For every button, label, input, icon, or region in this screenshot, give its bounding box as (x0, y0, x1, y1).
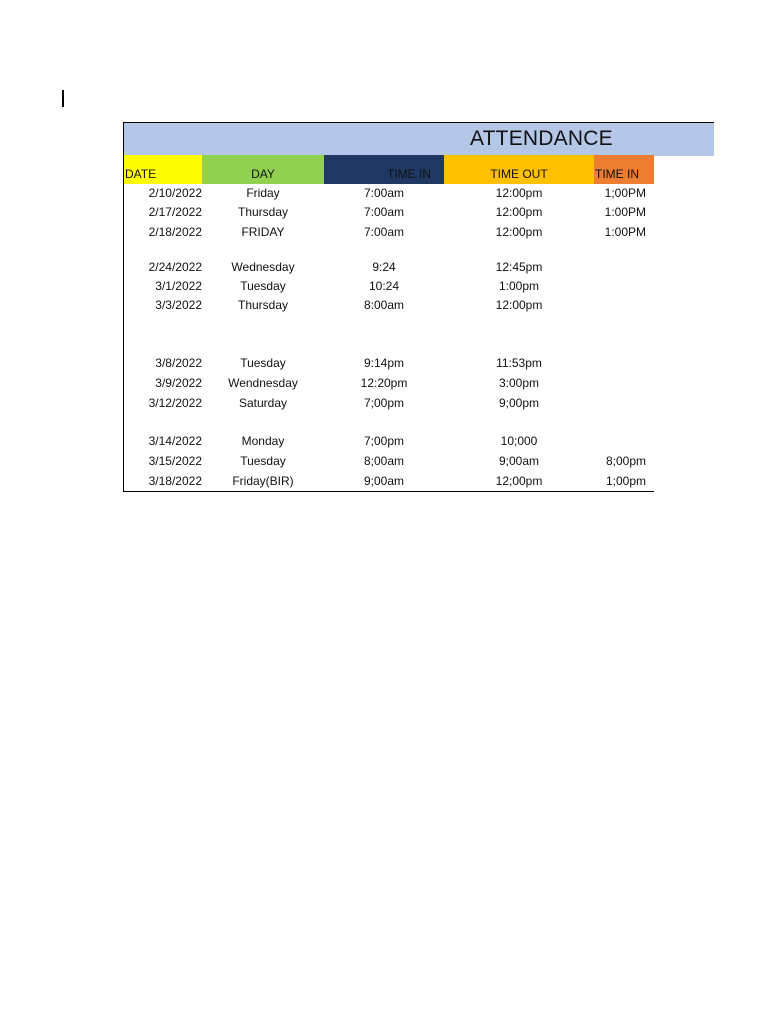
cell-date[interactable]: 3/12/2022 (148, 396, 202, 410)
cell-time-out[interactable]: 10;000 (500, 434, 538, 448)
cell-date[interactable]: 3/18/2022 (148, 474, 202, 488)
cell-time-out[interactable]: 12:00pm (495, 205, 543, 219)
cell-time-in[interactable]: 8;00am (363, 454, 405, 468)
table-row (124, 296, 654, 314)
cell-date[interactable]: 3/1/2022 (155, 279, 202, 293)
cell-date[interactable]: 3/8/2022 (155, 356, 202, 370)
cell-time-in[interactable]: 7;00pm (363, 396, 405, 410)
cell-time-in[interactable]: 8:00am (363, 298, 405, 312)
cell-time-in-2[interactable]: 1:00PM (604, 205, 646, 219)
text-cursor (62, 90, 64, 107)
cell-time-in-2[interactable]: 8;00pm (605, 454, 646, 468)
header-time-out[interactable]: TIME OUT (444, 155, 594, 184)
table-row (124, 277, 654, 295)
cell-day[interactable]: FRIDAY (241, 225, 285, 239)
cell-date[interactable]: 3/15/2022 (148, 454, 202, 468)
cell-time-in-2[interactable]: 1;00pm (605, 474, 646, 488)
cell-time-in[interactable]: 9;00am (363, 474, 405, 488)
table-row (124, 452, 654, 470)
cell-time-out[interactable]: 11:53pm (496, 356, 542, 370)
cell-day[interactable]: Monday (241, 434, 285, 448)
cell-date[interactable]: 3/3/2022 (155, 298, 202, 312)
table-row (124, 203, 654, 221)
header-row (124, 155, 654, 184)
cell-day[interactable]: Tuesday (240, 356, 286, 370)
cell-day[interactable]: Wednesday (231, 260, 295, 274)
cell-time-in[interactable]: 7:00am (363, 225, 405, 239)
cell-date[interactable]: 2/24/2022 (148, 260, 202, 274)
cell-time-out[interactable]: 9;00pm (498, 396, 540, 410)
cell-day[interactable]: Wendnesday (228, 376, 298, 390)
cell-time-in[interactable]: 7;00pm (363, 434, 405, 448)
cell-time-in[interactable]: 10:24 (368, 279, 400, 293)
title-banner (124, 122, 714, 156)
cell-day[interactable]: Friday (246, 186, 280, 200)
cell-time-in-2[interactable]: 1;00PM (604, 186, 646, 200)
table-row (124, 374, 654, 392)
cell-day[interactable]: Tuesday (240, 279, 286, 293)
cell-time-in[interactable]: 7:00am (363, 186, 405, 200)
cell-time-out[interactable]: 12:00pm (495, 186, 543, 200)
header-day[interactable]: DAY (202, 155, 324, 184)
cell-time-out[interactable]: 12:00pm (495, 298, 543, 312)
table-row (124, 258, 654, 276)
table-row (124, 184, 654, 202)
cell-time-in[interactable]: 9:14pm (363, 356, 405, 370)
cell-day[interactable]: Tuesday (240, 454, 286, 468)
cell-time-in[interactable]: 7:00am (363, 205, 405, 219)
cell-day[interactable]: Saturday (238, 396, 288, 410)
table-row (124, 432, 654, 450)
cell-time-in[interactable]: 12:20pm (360, 376, 408, 390)
cell-day[interactable]: Friday(BIR) (232, 474, 294, 488)
table-row (124, 354, 654, 372)
cell-date[interactable]: 3/14/2022 (148, 434, 202, 448)
header-date[interactable]: DATE (124, 155, 202, 184)
cell-date[interactable]: 3/9/2022 (155, 376, 202, 390)
cell-time-out[interactable]: 1:00pm (498, 279, 540, 293)
cell-time-out[interactable]: 12;00pm (495, 474, 543, 488)
cell-date[interactable]: 2/10/2022 (148, 186, 202, 200)
table-row (124, 223, 654, 241)
attendance-table (123, 122, 654, 492)
table-title: ATTENDANCE (470, 127, 613, 150)
cell-time-out[interactable]: 9;00am (498, 454, 540, 468)
cell-date[interactable]: 2/18/2022 (148, 225, 202, 239)
cell-day[interactable]: Thursday (237, 298, 289, 312)
cell-time-in-2[interactable]: 1:00PM (604, 225, 646, 239)
cell-day[interactable]: Thursday (237, 205, 289, 219)
header-time-in-2[interactable]: TIME IN (594, 155, 654, 184)
table-row (124, 394, 654, 412)
cell-time-in[interactable]: 9:24 (372, 260, 396, 274)
table-row (124, 472, 654, 490)
cell-time-out[interactable]: 12:45pm (495, 260, 543, 274)
header-time-in[interactable]: TIME IN (324, 155, 444, 184)
cell-time-out[interactable]: 12:00pm (495, 225, 543, 239)
cell-date[interactable]: 2/17/2022 (148, 205, 202, 219)
cell-time-out[interactable]: 3:00pm (498, 376, 540, 390)
